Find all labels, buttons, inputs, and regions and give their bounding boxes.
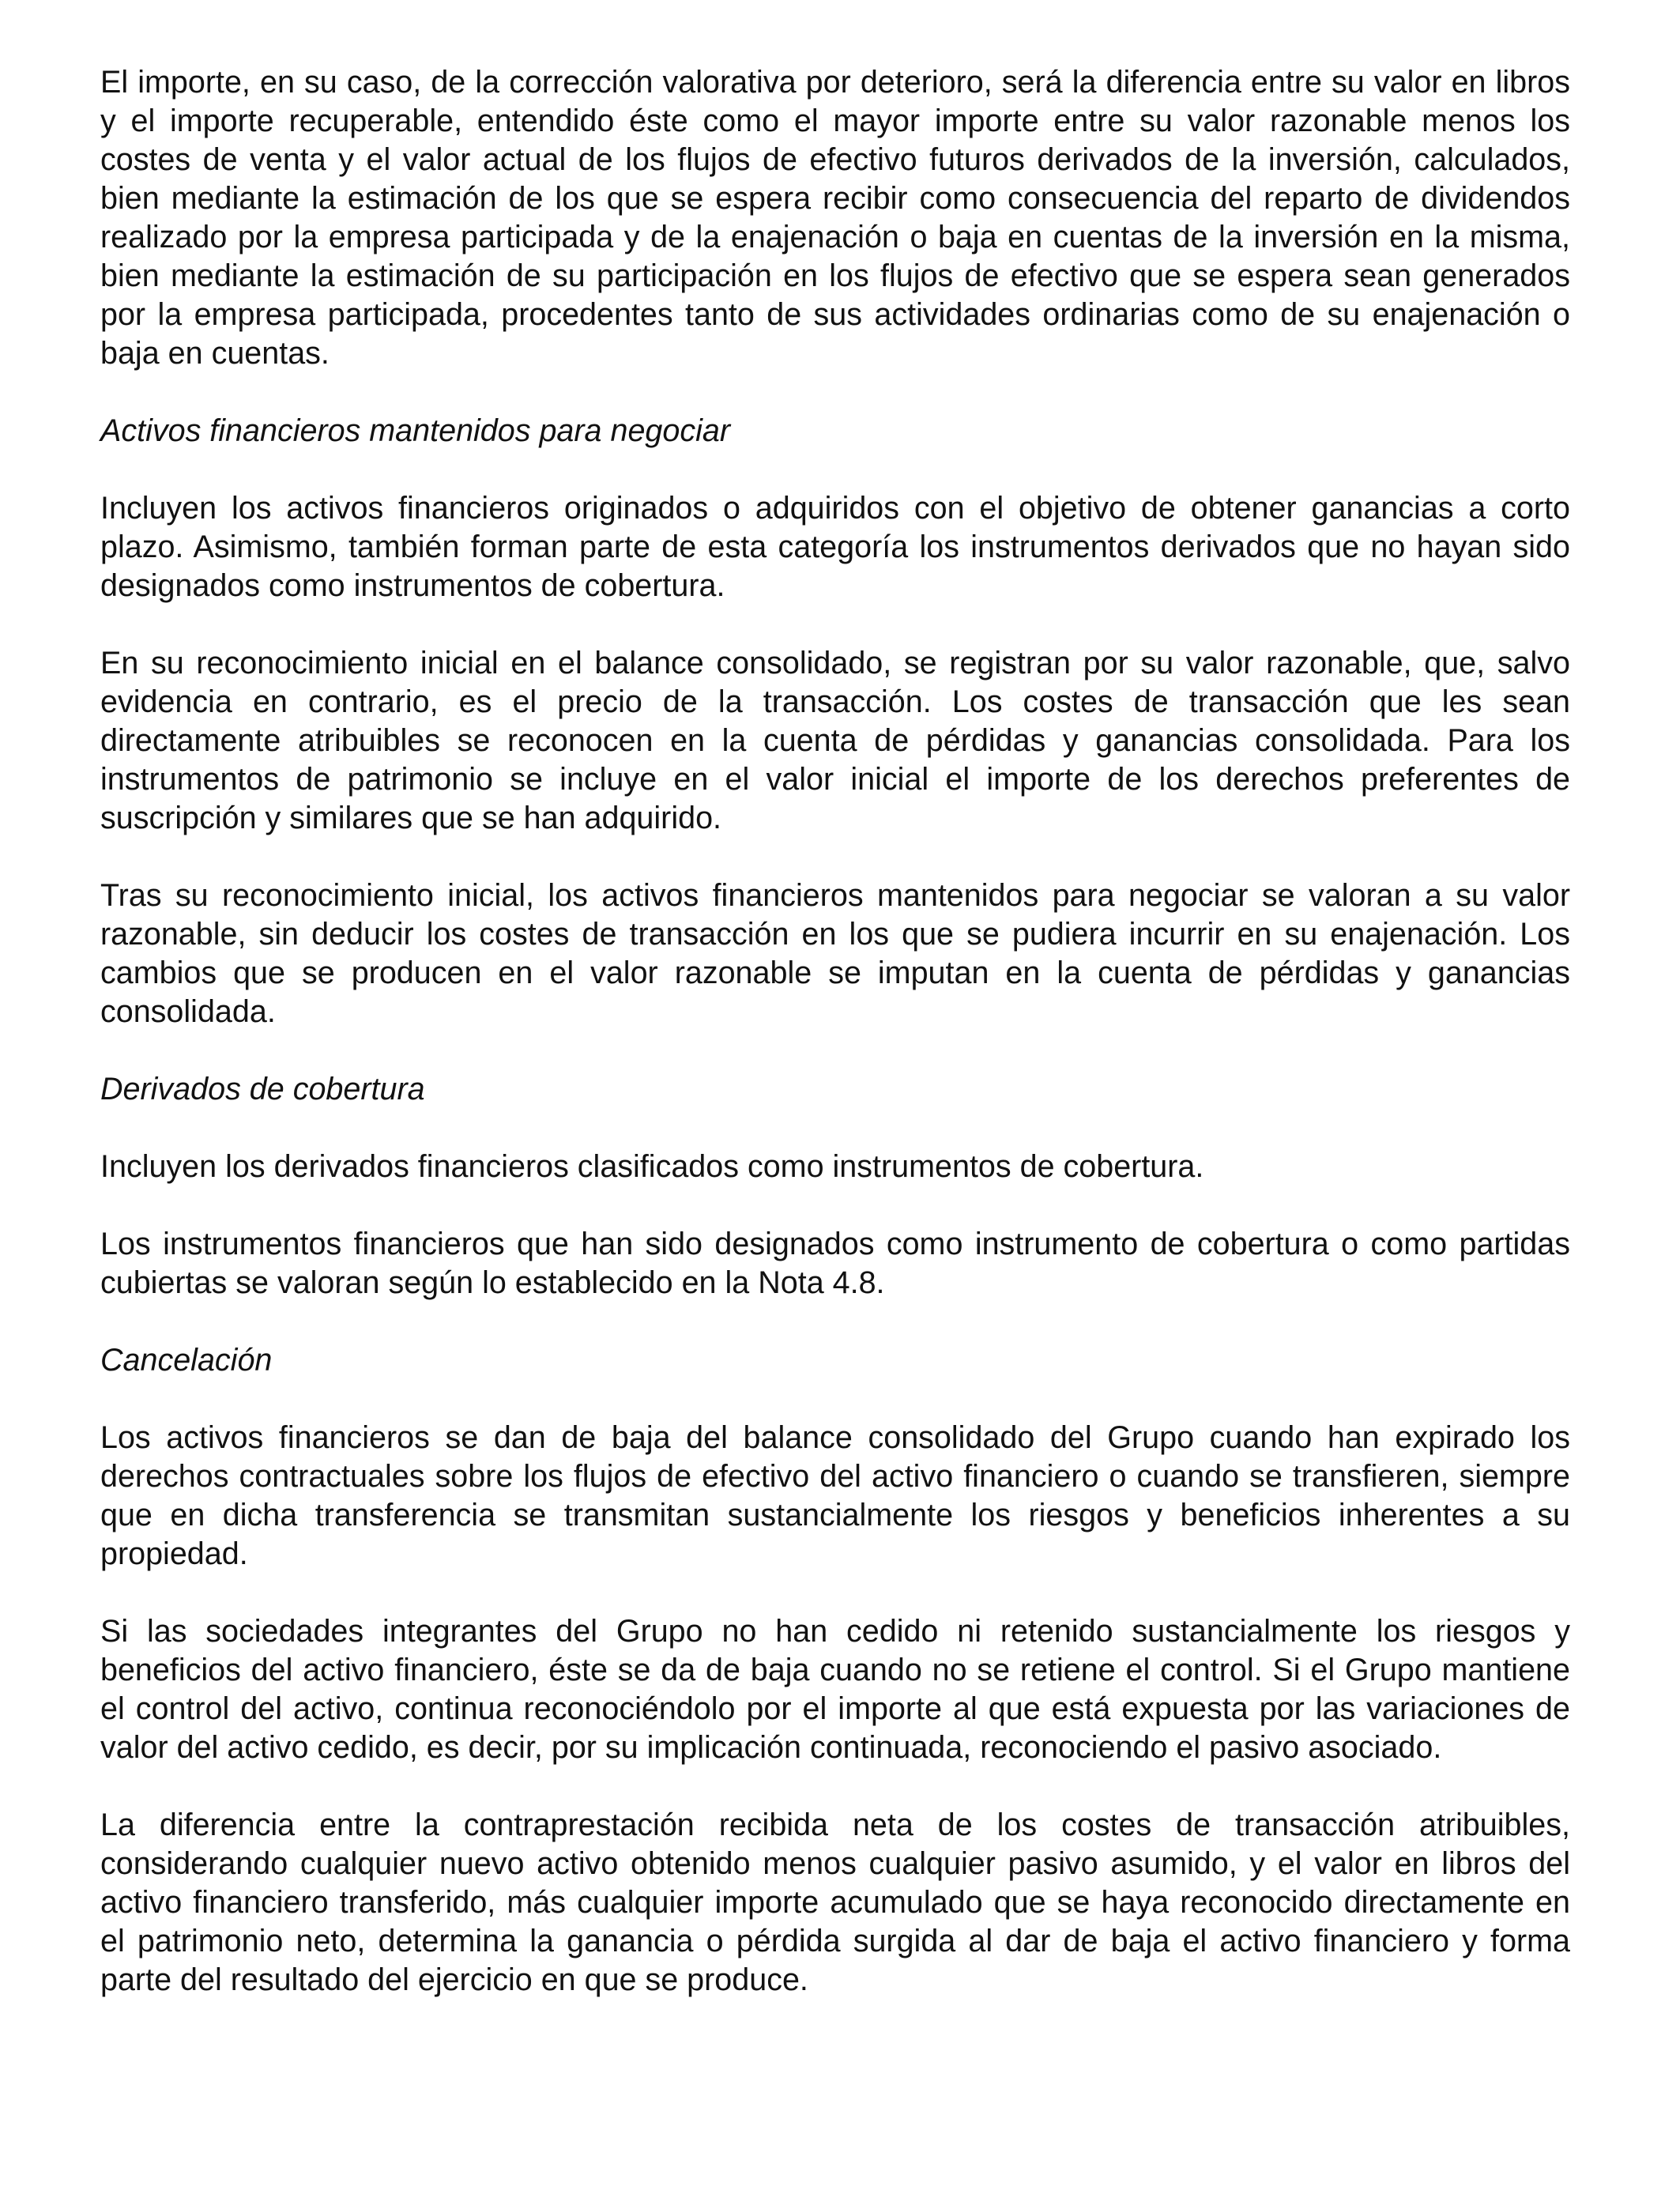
- document-page: [100, 63, 1570, 2038]
- paragraph-definicion-negociar: Incluyen los activos financieros originados o adquiridos con el objetivo de obtener ganancias a corto plazo. Asimismo, también forman parte de esta categoría los instrumentos derivados que no hayan sido designados como instrumentos de cobertura.: [100, 491, 1570, 603]
- paragraph-deterioro: El importe, en su caso, de la corrección valorativa por deterioro, será la diferencia entre su valor en libros y el importe recuperable, entendido éste como el mayor importe entre su valor razonable menos los costes de venta y el valor actual de los flujos de efectivo futuros derivados de la inversión, calculados, bien mediante la estimación de los que se espera recibir como consecuencia del reparto de dividendos realizado por la empresa participada y de la enajenación o baja en cuentas de la inversión en la misma, bien mediante la estimación de su participación en los flujos de efectivo que se espera sean generados por la empresa participada, procedentes tanto de sus actividades ordinarias como de su enajenación o baja en cuentas.: [100, 65, 1570, 371]
- paragraph-baja-balance: Los activos financieros se dan de baja del balance consolidado del Grupo cuando han expirado los derechos contractuales sobre los flujos de efectivo del activo financiero o cuando se transfieren, siempre que en dicha transferencia se transmitan sustancialmente los riesgos y beneficios inherentes a su propiedad.: [100, 1420, 1570, 1571]
- paragraph-reconocimiento-inicial: En su reconocimiento inicial en el balance consolidado, se registran por su valor razonable, que, salvo evidencia en contrario, es el precio de la transacción. Los costes de transacción que les sean directamente atribuibles se reconocen en la cuenta de pérdidas y ganancias consolidada. Para los instrumentos de patrimonio se incluye en el valor inicial el importe de los derechos preferentes de suscripción y similares que se han adquirido.: [100, 646, 1570, 835]
- paragraph-diferencia-contraprestacion: La diferencia entre la contraprestación recibida neta de los costes de transacción atribuibles, considerando cualquier nuevo activo obtenido menos cualquier pasivo asumido, y el valor en libros del activo financiero transferido, más cualquier importe acumulado que se haya reconocido directamente en el patrimonio neto, determina la ganancia o pérdida surgida al dar de baja el activo financiero y forma parte del resultado del ejercicio en que se produce.: [100, 1808, 1570, 1997]
- paragraph-control-activo: Si las sociedades integrantes del Grupo no han cedido ni retenido sustancialmente los riesgos y beneficios del activo financiero, éste se da de baja cuando no se retiene el control. Si el Grupo mantiene el control del activo, continua reconociéndolo por el importe al que está expuesta por las variaciones de valor del activo cedido, es decir, por su implicación continuada, reconociendo el pasivo asociado.: [100, 1614, 1570, 1765]
- heading-cancelacion: Cancelación: [100, 1343, 273, 1378]
- paragraph-definicion-cobertura: Incluyen los derivados financieros clasificados como instrumentos de cobertura.: [100, 1149, 1204, 1184]
- paragraph-valoracion-posterior: Tras su reconocimiento inicial, los activos financieros mantenidos para negociar se valoran a su valor razonable, sin deducir los costes de transacción en los que se pudiera incurrir en su enajenación. Los cambios que se producen en el valor razonable se imputan en la cuenta de pérdidas y ganancias consolidada.: [100, 878, 1570, 1029]
- paragraph-valoracion-cobertura: Los instrumentos financieros que han sido designados como instrumento de cobertura o como partidas cubiertas se valoran según lo establecido en la Nota 4.8.: [100, 1227, 1570, 1300]
- heading-derivados-cobertura: Derivados de cobertura: [100, 1072, 425, 1106]
- heading-activos-negociar: Activos financieros mantenidos para negociar: [100, 413, 731, 448]
